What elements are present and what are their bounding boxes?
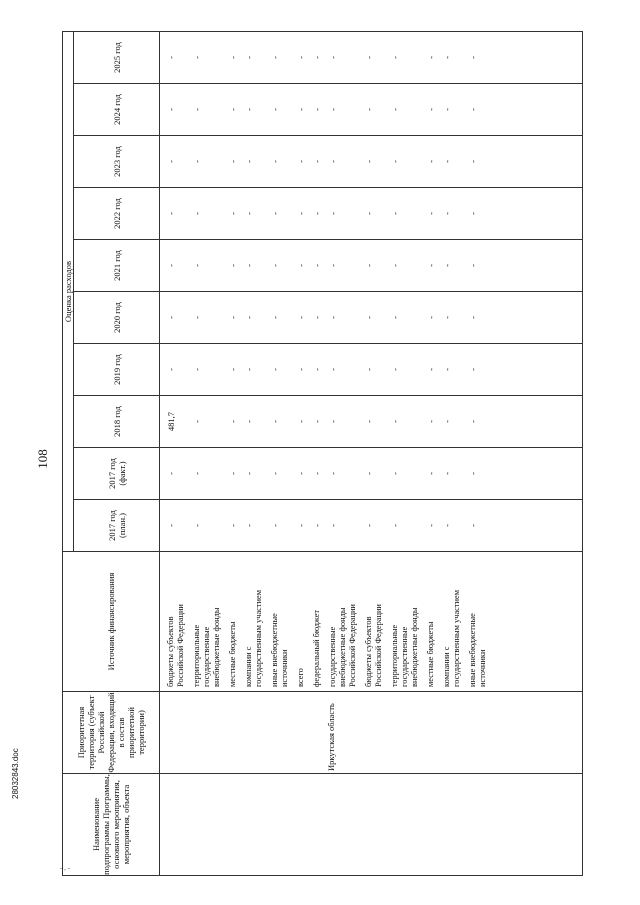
source-line: Российской Федерации [348, 604, 357, 687]
value-cell: - [468, 212, 478, 215]
value-cell: - [192, 212, 202, 215]
value-column-9 [160, 32, 583, 84]
value-cell: - [244, 108, 254, 111]
header-year-1: 2017 год (факт.) [74, 448, 160, 500]
value-cell: - [390, 264, 400, 267]
value-cell: - [442, 160, 452, 163]
value-cell: - [244, 420, 254, 423]
value-cell: - [312, 108, 322, 111]
source-item [442, 552, 462, 687]
value-cell: - [328, 420, 338, 423]
source-line: государственные [202, 626, 211, 687]
source-line: государственные [328, 626, 337, 687]
source-item [364, 552, 384, 687]
value-cell: - [270, 56, 280, 59]
value-cell: - [468, 264, 478, 267]
value-cell: - [442, 212, 452, 215]
value-cell: - [166, 108, 176, 111]
header-year-8: 2024 год [74, 84, 160, 136]
source-line: государственным участием [254, 589, 263, 687]
value-cell: - [192, 524, 202, 527]
value-cell: - [296, 56, 306, 59]
value-cell: - [296, 472, 306, 475]
value-cell: - [244, 56, 254, 59]
source-item [328, 552, 358, 687]
value-cell: - [364, 212, 374, 215]
value-cell: - [364, 56, 374, 59]
value-cell: - [328, 160, 338, 163]
value-cell: - [244, 212, 254, 215]
value-cell: - [228, 420, 238, 423]
value-cell: - [228, 56, 238, 59]
value-column-2 [160, 396, 583, 448]
value-cell: - [270, 368, 280, 371]
value-cell: - [166, 368, 176, 371]
value-cell: - [270, 160, 280, 163]
value-cell: - [390, 472, 400, 475]
value-cell: - [270, 264, 280, 267]
value-cell: - [166, 264, 176, 267]
source-line: всего [296, 668, 305, 687]
source-item [244, 552, 264, 687]
value-cell: - [426, 368, 436, 371]
value-cell: - [244, 472, 254, 475]
value-cell: - [390, 160, 400, 163]
value-cell: - [390, 56, 400, 59]
source-line: территориальные [390, 624, 399, 687]
value-cell: - [468, 524, 478, 527]
financing-table [62, 31, 583, 876]
value-cell: - [426, 212, 436, 215]
rotated-page [29, 31, 615, 879]
source-item [270, 552, 290, 687]
source-line: территориальные [192, 624, 201, 687]
value-cell: - [192, 108, 202, 111]
value-cell: - [166, 212, 176, 215]
value-cell: - [426, 160, 436, 163]
value-cell: - [228, 368, 238, 371]
header-funding-source: Источник финансирования [63, 552, 160, 692]
header-year-9: 2025 год [74, 32, 160, 84]
value-cell: - [426, 108, 436, 111]
value-cell: 481,7 [166, 411, 176, 432]
value-cell: - [390, 316, 400, 319]
value-cell: - [312, 212, 322, 215]
value-cell: - [328, 264, 338, 267]
source-line: Российской Федерации [374, 604, 383, 687]
value-cell: - [166, 524, 176, 527]
value-cell: - [328, 524, 338, 527]
value-cell: - [364, 108, 374, 111]
value-cell: - [390, 368, 400, 371]
value-cell: - [468, 160, 478, 163]
value-cell: - [228, 212, 238, 215]
source-item [228, 552, 238, 687]
value-cell: - [192, 316, 202, 319]
value-cell: - [364, 472, 374, 475]
value-cell: - [228, 160, 238, 163]
header-year-2: 2018 год [74, 396, 160, 448]
header-year-6: 2022 год [74, 188, 160, 240]
value-cell: - [312, 368, 322, 371]
value-cell: - [426, 472, 436, 475]
source-line: иные внебюджетные [270, 613, 279, 687]
value-cell: - [166, 472, 176, 475]
territory-name: Иркутская область [326, 703, 336, 771]
source-line: иные внебюджетные [468, 613, 477, 687]
value-cell: - [296, 108, 306, 111]
value-cell: - [312, 160, 322, 163]
value-cell: - [296, 316, 306, 319]
source-line: внебюджетные фонды [338, 607, 347, 687]
program-name-cell [160, 774, 583, 876]
source-line: компании с [244, 646, 253, 687]
value-column-4 [160, 292, 583, 344]
value-cell: - [312, 420, 322, 423]
header-priority-territory: Приоритетная территория (субъект Российской Федерации, входящий в состав приоритетной территории) [63, 692, 160, 774]
source-item [312, 552, 322, 687]
value-cell: - [296, 264, 306, 267]
value-cell: - [228, 316, 238, 319]
header-expense-estimate: Оценка расходов [63, 32, 74, 552]
value-cell: - [426, 420, 436, 423]
value-cell: - [312, 316, 322, 319]
source-line: государственные [400, 626, 409, 687]
value-cell: - [364, 160, 374, 163]
value-cell: - [442, 56, 452, 59]
page-number: 108 [35, 449, 50, 469]
value-cell: - [312, 472, 322, 475]
value-cell: - [312, 524, 322, 527]
value-cell: - [296, 524, 306, 527]
sources-cell [160, 552, 583, 692]
value-cell: - [166, 160, 176, 163]
source-item [192, 552, 222, 687]
source-line: бюджеты субъектов [364, 616, 373, 687]
value-cell: - [426, 524, 436, 527]
value-cell: - [468, 316, 478, 319]
value-cell: - [270, 420, 280, 423]
value-cell: - [468, 420, 478, 423]
value-cell: - [228, 524, 238, 527]
value-column-6 [160, 188, 583, 240]
page-mark: - , - [60, 864, 70, 872]
source-line: источники [478, 649, 487, 687]
value-cell: - [244, 160, 254, 163]
value-cell: - [426, 316, 436, 319]
value-cell: - [296, 212, 306, 215]
value-cell: - [390, 420, 400, 423]
value-cell: - [296, 420, 306, 423]
value-cell: - [328, 316, 338, 319]
source-line: Российской Федерации [176, 604, 185, 687]
value-cell: - [364, 524, 374, 527]
value-column-7 [160, 136, 583, 188]
source-item [296, 552, 306, 687]
value-cell: - [228, 472, 238, 475]
value-column-1 [160, 448, 583, 500]
document-code: 28032843.doc [11, 748, 20, 799]
source-line: бюджеты субъектов [166, 616, 175, 687]
value-cell: - [244, 524, 254, 527]
value-cell: - [312, 56, 322, 59]
value-cell: - [442, 420, 452, 423]
value-cell: - [244, 264, 254, 267]
value-cell: - [270, 524, 280, 527]
value-cell: - [192, 160, 202, 163]
value-cell: - [442, 524, 452, 527]
header-year-7: 2023 год [74, 136, 160, 188]
source-line: государственным участием [452, 589, 461, 687]
value-cell: - [468, 108, 478, 111]
value-cell: - [442, 108, 452, 111]
header-year-5: 2021 год [74, 240, 160, 292]
value-cell: - [442, 316, 452, 319]
source-item [468, 552, 488, 687]
value-cell: - [192, 420, 202, 423]
value-cell: - [166, 56, 176, 59]
value-cell: - [192, 472, 202, 475]
value-cell: - [270, 108, 280, 111]
header-year-0: 2017 год (план.) [74, 500, 160, 552]
value-cell: - [192, 264, 202, 267]
value-cell: - [364, 264, 374, 267]
value-column-8 [160, 84, 583, 136]
source-item [390, 552, 420, 687]
source-line: внебюджетные фонды [212, 607, 221, 687]
value-cell: - [270, 316, 280, 319]
value-cell: - [270, 212, 280, 215]
value-cell: - [390, 108, 400, 111]
value-cell: - [364, 316, 374, 319]
value-cell: - [364, 420, 374, 423]
value-cell: - [228, 108, 238, 111]
value-cell: - [296, 160, 306, 163]
value-cell: - [328, 368, 338, 371]
value-cell: - [270, 472, 280, 475]
source-line: местные бюджеты [426, 621, 435, 687]
value-cell: - [166, 316, 176, 319]
value-cell: - [364, 368, 374, 371]
value-cell: - [244, 368, 254, 371]
value-cell: - [442, 472, 452, 475]
value-cell: - [328, 108, 338, 111]
value-cell: - [328, 212, 338, 215]
value-cell: - [426, 56, 436, 59]
value-cell: - [390, 212, 400, 215]
value-cell: - [390, 524, 400, 527]
header-year-4: 2020 год [74, 292, 160, 344]
header-year-3: 2019 год [74, 344, 160, 396]
source-line: федеральный бюджет [312, 609, 321, 687]
source-line: компании с [442, 646, 451, 687]
territory-cell [160, 692, 583, 774]
value-cell: - [468, 368, 478, 371]
source-line: источники [280, 649, 289, 687]
value-cell: - [328, 472, 338, 475]
value-cell: - [328, 56, 338, 59]
source-item [166, 552, 186, 687]
source-line: местные бюджеты [228, 621, 237, 687]
source-line: внебюджетные фонды [410, 607, 419, 687]
source-item [426, 552, 436, 687]
value-cell: - [426, 264, 436, 267]
value-cell: - [192, 368, 202, 371]
value-cell: - [468, 56, 478, 59]
value-column-5 [160, 240, 583, 292]
value-cell: - [244, 316, 254, 319]
value-cell: - [228, 264, 238, 267]
value-cell: - [442, 264, 452, 267]
value-cell: - [468, 472, 478, 475]
value-cell: - [192, 56, 202, 59]
value-cell: - [442, 368, 452, 371]
header-program-name: Наименование подпрограммы Программы, основного мероприятия, мероприятия, объекта [63, 774, 160, 876]
value-cell: - [296, 368, 306, 371]
value-column-0 [160, 500, 583, 552]
value-cell: - [312, 264, 322, 267]
value-column-3 [160, 344, 583, 396]
